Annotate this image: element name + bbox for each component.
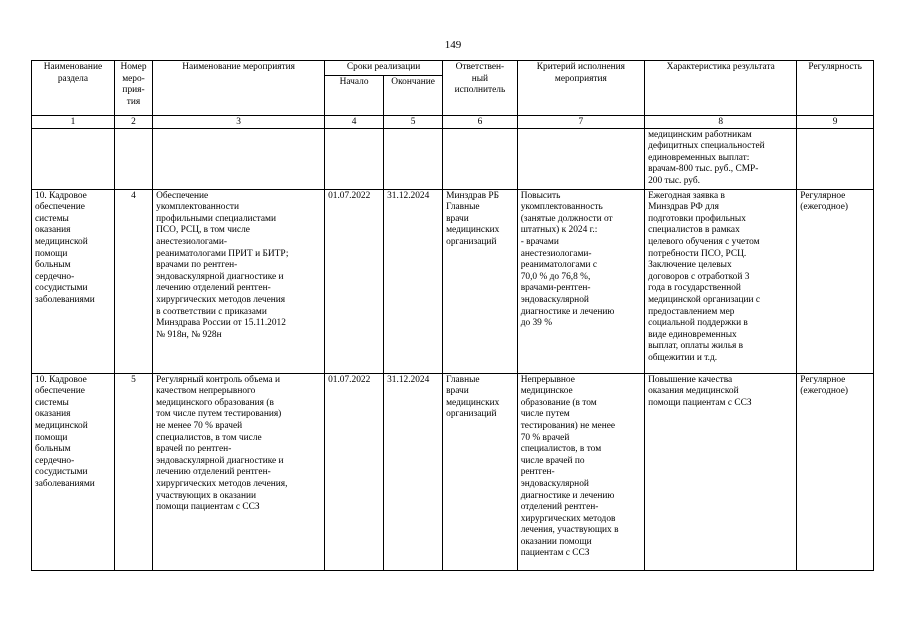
row-regularity: Регулярное (ежегодное) [797, 189, 874, 373]
column-number: 4 [325, 115, 384, 128]
continuation-row [32, 128, 874, 189]
header-criterion: Критерий исполнения мероприятия [517, 61, 644, 116]
row-activity: Регулярный контроль объема и качеством непрерывного медицинского образования (в том числе путем тестирования) не менее 70 % врачей специалистов, в том числе врачей по рентген- эндоваскулярной диагностике и лечению отделений рентген- хирургических методов лечения, участвующих в оказании помощи пациентам с ССЗ [153, 373, 325, 570]
header-activity: Наименование мероприятия [153, 61, 325, 116]
row-section: 10. Кадровое обеспечение системы оказания медицинской помощи больным сердечно- сосудистыми заболеваниями [32, 373, 115, 570]
row-result: Ежегодная заявка в Минздрав РФ для подготовки профильных специалистов в рамках целевого обучения с учетом потребности ПСО, РСЦ. Заключение целевых договоров с отработкой 3 года в государственной медицинской организации с предоставлением мер социальной поддержки в виде единовременных выплат, оплаты жилья в общежитии и т.д. [645, 189, 797, 373]
row-result: Повышение качества оказания медицинской помощи пациентам с ССЗ [645, 373, 797, 570]
row-criterion: Непрерывное медицинское образование (в том числе путем тестирования) не менее 70 % врачей специалистов, в том числе врачей по рентген- эндоваскулярной диагностике и лечению отделений рентген- хирургических методов лечения, участвующих в оказании помощи пациентам с ССЗ [517, 373, 644, 570]
column-numbers-row [32, 115, 874, 128]
header-terms: Сроки реализации [325, 61, 443, 76]
row-activity: Обеспечение укомплектованности профильными специалистами ПСО, РСЦ, в том числе анестезиологами- реаниматологами ПРИТ и БИТР; врачами по рентген- эндоваскулярной диагностике и лечению отделений рентген- хирургических методов лечения в соответствии с приказами Минздрава России от 15.11.2012 № 918н, № 928н [153, 189, 325, 373]
table-row [32, 189, 874, 373]
column-number: 7 [517, 115, 644, 128]
activities-table [31, 60, 874, 571]
continuation-result: медицинским работникам дефицитных специальностей единовременных выплат: врачам-800 тыс. руб., СМР- 200 тыс. руб. [645, 128, 797, 189]
column-number: 2 [114, 115, 152, 128]
header-regularity: Регулярность [797, 61, 874, 116]
row-responsible: Минздрав РБ Главные врачи медицинских организаций [443, 189, 518, 373]
header-number: Номер меро- прия- тия [114, 61, 152, 116]
empty-cell [32, 128, 115, 189]
column-number: 6 [443, 115, 518, 128]
column-number: 1 [32, 115, 115, 128]
empty-cell [325, 128, 384, 189]
empty-cell [517, 128, 644, 189]
row-end: 31.12.2024 [384, 373, 443, 570]
empty-cell [384, 128, 443, 189]
header-end: Окончание [384, 75, 443, 115]
row-regularity: Регулярное (ежегодное) [797, 373, 874, 570]
row-responsible: Главные врачи медицинских организаций [443, 373, 518, 570]
empty-cell [797, 128, 874, 189]
empty-cell [153, 128, 325, 189]
column-number: 5 [384, 115, 443, 128]
header-row-1 [32, 61, 874, 76]
header-section: Наименование раздела [32, 61, 115, 116]
table-row [32, 373, 874, 570]
column-number: 3 [153, 115, 325, 128]
row-number: 4 [114, 189, 152, 373]
row-section: 10. Кадровое обеспечение системы оказания медицинской помощи больным сердечно- сосудистыми заболеваниями [32, 189, 115, 373]
row-start: 01.07.2022 [325, 373, 384, 570]
column-number: 8 [645, 115, 797, 128]
header-responsible: Ответствен- ный исполнитель [443, 61, 518, 116]
column-number: 9 [797, 115, 874, 128]
header-start: Начало [325, 75, 384, 115]
row-end: 31.12.2024 [384, 189, 443, 373]
empty-cell [443, 128, 518, 189]
page-number: 149 [444, 39, 462, 51]
row-number: 5 [114, 373, 152, 570]
row-criterion: Повысить укомплектованность (занятые должности от штатных) к 2024 г.: - врачами анестезиологами- реаниматологами с 70,0 % до 76,8 %, врачами-рентген- эндоваскулярной диагностике и лечению до 39 % [517, 189, 644, 373]
row-start: 01.07.2022 [325, 189, 384, 373]
header-result: Характеристика результата [645, 61, 797, 116]
empty-cell [114, 128, 152, 189]
